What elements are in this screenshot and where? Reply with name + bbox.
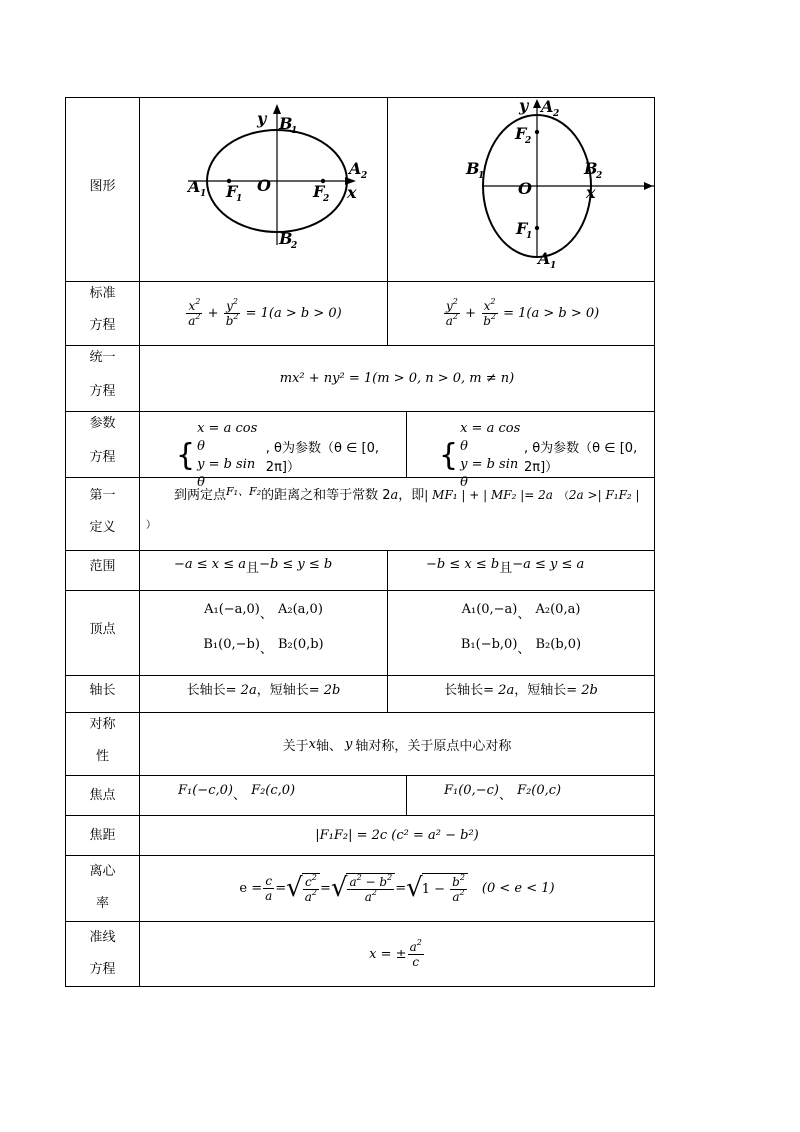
parametric-left: { x = a cos θ y = b sin θ , θ为参数（θ ∈ [0, 2π]） [176,421,380,490]
y-axis-arrow [533,99,541,108]
unified-equation: mx² + ny² = 1(m > 0, n > 0, m ≠ n) [279,371,515,386]
label-b2-sub: 2 [596,171,603,181]
label-b1: B [466,159,480,178]
label-a2: A [541,98,554,116]
label-symmetry: 对称 性 [66,713,140,775]
cell-vertical-ellipse [388,98,654,281]
row-first-definition [66,477,654,550]
ellipse-properties-table [65,97,655,987]
focus-right: $F_1(0,-c)_、$ F₂(0,c) [444,783,562,803]
label-directrix: 准线 方程 [66,922,140,986]
label-a2-sub: 2 [361,171,368,181]
horizontal-ellipse-figure [140,98,388,281]
label-f1-sub: 1 [526,231,533,241]
standard-condition: 1(a > b > 0) [260,306,342,321]
cell-range-right [388,551,654,590]
label-b2: B [584,159,598,178]
row-parametric-equation [66,411,654,490]
cell-parametric-left [140,412,407,490]
cell-first-definition [140,478,654,550]
focus-left: $F_1(-c,0)_、$ F₂(c,0) [178,783,296,803]
label-parametric-equation: 参数 方程 [66,412,140,477]
label-a1-sub: 1 [550,261,557,271]
vertex-right-line1: $A_1(0,-a)_、$ A₂(0,a) [461,602,581,622]
label-vertex: 顶点 [66,591,140,675]
cell-standard-horizontal [140,282,388,345]
label-b1: B [279,114,293,133]
row-eccentricity [66,855,654,921]
label-y: y [257,109,267,128]
cell-vertex-left [140,591,388,675]
symmetry-text: 关于 x 轴、 y 轴对称，关于原点中心对称 [282,736,512,754]
vertex-right-line2: $B_1(-b,0)_、$ B₂(b,0) [460,637,582,657]
axis-right: 长轴长= 2a，短轴长= 2b [444,683,598,698]
row-axis-length [66,675,654,712]
directrix-formula: x = ± $\frac{a^2}{c}$ [369,937,422,969]
label-a2: A [349,159,362,178]
label-f1: F [226,182,238,201]
label-standard-equation: 标准 方程 [66,282,140,345]
cell-parametric-right [407,412,654,490]
standard-equation-horizontal: $\frac{x^2}{a^2}$ + $\frac{y^2}{b^2}$ = 1(a > b > 0) [188,297,342,328]
label-y: y [519,98,529,115]
label-focal-distance: 焦距 [66,816,140,855]
label-o: O [518,179,532,198]
row-unified-equation [66,345,654,411]
row-graph [66,98,654,281]
vertical-ellipse-figure [388,98,654,281]
label-axis-length: 轴长 [66,676,140,712]
eccentricity-formula: e = $\frac{c}{a}$ = √ $\frac{c^2}{a^2}$ = √ $\frac{a^2 - b^2}{a^2}$ = √ 1 − $\frac{b^2}{a^2}$ (0 < e < 1) [239,873,555,904]
cell-symmetry [140,713,654,775]
row-focal-distance [66,815,654,855]
focus-point-f2 [535,130,539,134]
cell-unified [140,346,654,411]
label-b2: B [279,229,293,248]
label-f2-sub: 2 [525,136,532,146]
label-first-definition: 第一 定义 [66,478,140,550]
cell-focal-distance [140,816,654,855]
label-range: 范围 [66,551,140,590]
label-f2: F [515,124,527,143]
label-unified-equation: 统一 方程 [66,346,140,411]
cell-axis-left [140,676,388,712]
label-x: x [347,183,357,202]
focal-distance-formula: |F₁F₂| = 2c (c² = a² − b²) [315,828,479,843]
standard-condition: 1(a > b > 0) [518,306,600,321]
label-f2: F [313,182,325,201]
label-a1-sub: 1 [200,189,207,199]
label-f2-sub: 2 [323,194,330,204]
row-focus [66,775,654,815]
label-graph: 图形 [66,98,140,281]
label-a1: A [538,249,551,268]
label-b2-sub: 2 [291,241,298,251]
vertex-left-line1: $A_1(-a,0)_、$ A₂(a,0) [204,602,323,622]
row-symmetry [66,712,654,775]
first-definition-text: 到两定点$^{F_1、F_2}$的距离之和等于常数 2a，即| MF₁ | + | MF₂ |= 2a （2a >| F₁F₂ | [174,485,640,503]
x-axis-arrow [644,182,653,190]
label-f1-sub: 1 [236,194,243,204]
range-left: $-a \le x \le a_且-b \le y \le b$ [174,557,333,576]
axis-left: 长轴长= 2a，短轴长= 2b [186,683,341,698]
label-a2-sub: 2 [553,109,560,119]
label-o: O [257,176,271,195]
label-a1: A [188,177,201,196]
y-axis-arrow [273,104,281,114]
cell-directrix [140,922,654,986]
cell-focus-left [140,776,407,815]
label-b1-sub: 1 [291,126,298,136]
standard-equation-vertical: $\frac{y^2}{a^2}$ + $\frac{x^2}{b^2}$ = 1(a > b > 0) [445,297,600,328]
row-standard-equation [66,281,654,345]
focus-point-f1 [535,226,539,230]
label-focus: 焦点 [66,776,140,815]
row-vertex [66,590,654,675]
cell-axis-right [388,676,654,712]
parametric-right: { x = a cos θ y = b sin θ , θ为参数（θ ∈ [0, 2π]） [439,421,638,490]
row-range [66,550,654,590]
row-directrix [66,921,654,986]
vertex-left-line2: $B_1(0,-b)_、$ B₂(0,b) [203,637,324,657]
cell-standard-vertical [388,282,654,345]
label-b1-sub: 1 [478,171,485,181]
cell-range-left [140,551,388,590]
first-definition-close: ） [146,520,156,531]
cell-vertex-right [388,591,654,675]
cell-focus-right [407,776,654,815]
label-eccentricity: 离心 率 [66,856,140,921]
label-f1: F [516,219,528,238]
label-x: x [586,183,596,202]
range-right: $-b \le x \le b_且-a \le y \le a$ [426,557,585,576]
cell-eccentricity [140,856,654,921]
cell-horizontal-ellipse [140,98,388,281]
